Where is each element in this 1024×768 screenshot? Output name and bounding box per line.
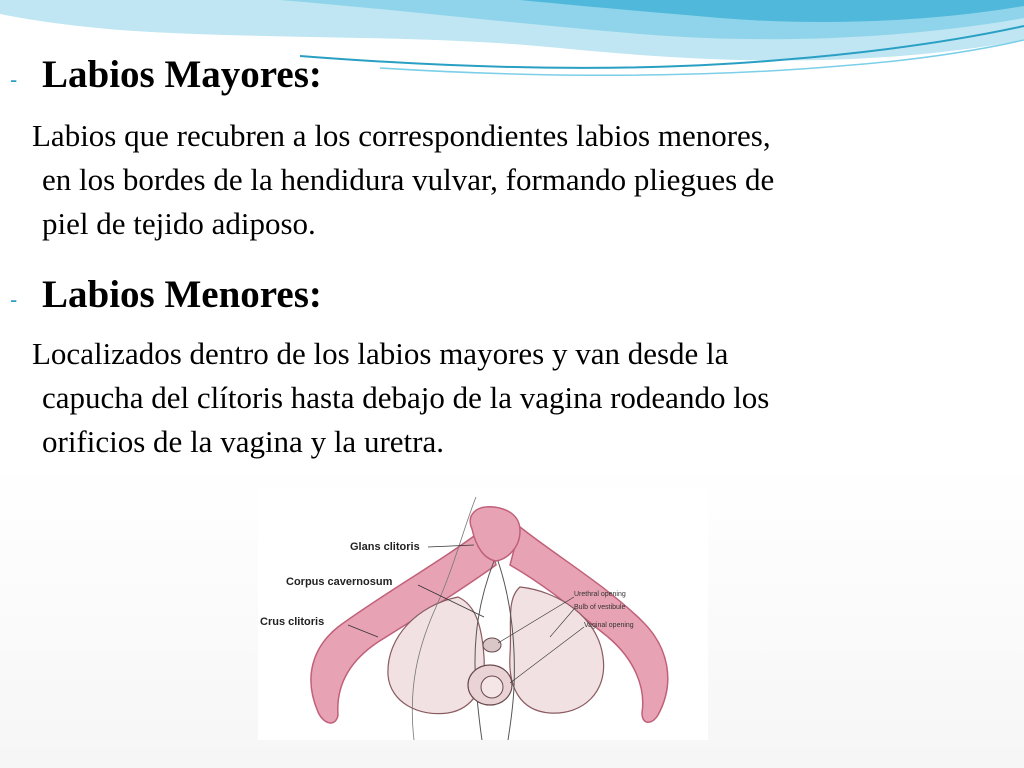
section1-bullet: - — [10, 67, 18, 92]
anatomy-figure — [258, 487, 708, 740]
label-corpus-cavernosum: Corpus cavernosum — [286, 576, 393, 588]
section1-line-1: Labios que recubren a los correspondientes labios menores, — [32, 118, 771, 153]
urethral-opening-shape — [483, 638, 501, 652]
label-urethral-opening: Urethral opening — [574, 591, 626, 598]
section2-paragraph — [0, 332, 769, 464]
label-vaginal-opening: Vaginal opening — [584, 622, 634, 629]
section1-paragraph — [0, 114, 774, 246]
section1-heading: Labios Mayores: — [42, 53, 322, 96]
section2-heading-row — [10, 272, 322, 317]
section1-line-2: en los bordes de la hendidura vulvar, formando pliegues de — [42, 162, 775, 197]
anatomy-illustration — [258, 487, 708, 740]
label-glans-clitoris: Glans clitoris — [350, 541, 420, 553]
section2-heading: Labios Menores: — [42, 273, 322, 316]
section2-line-2: capucha del clítoris hasta debajo de la vagina rodeando los — [42, 380, 770, 415]
label-crus-clitoris: Crus clitoris — [260, 616, 325, 628]
section2-bullet: - — [10, 287, 18, 312]
vaginal-opening-inner — [481, 676, 503, 698]
label-bulb-vestibule: Bulb of vestibule — [574, 604, 626, 611]
section2-line-3: orificios de la vagina y la uretra. — [42, 424, 444, 459]
section2-line-1: Localizados dentro de los labios mayores y van desde la — [32, 336, 729, 371]
section1-line-3: piel de tejido adiposo. — [42, 206, 316, 241]
section1-heading-row — [10, 52, 322, 97]
